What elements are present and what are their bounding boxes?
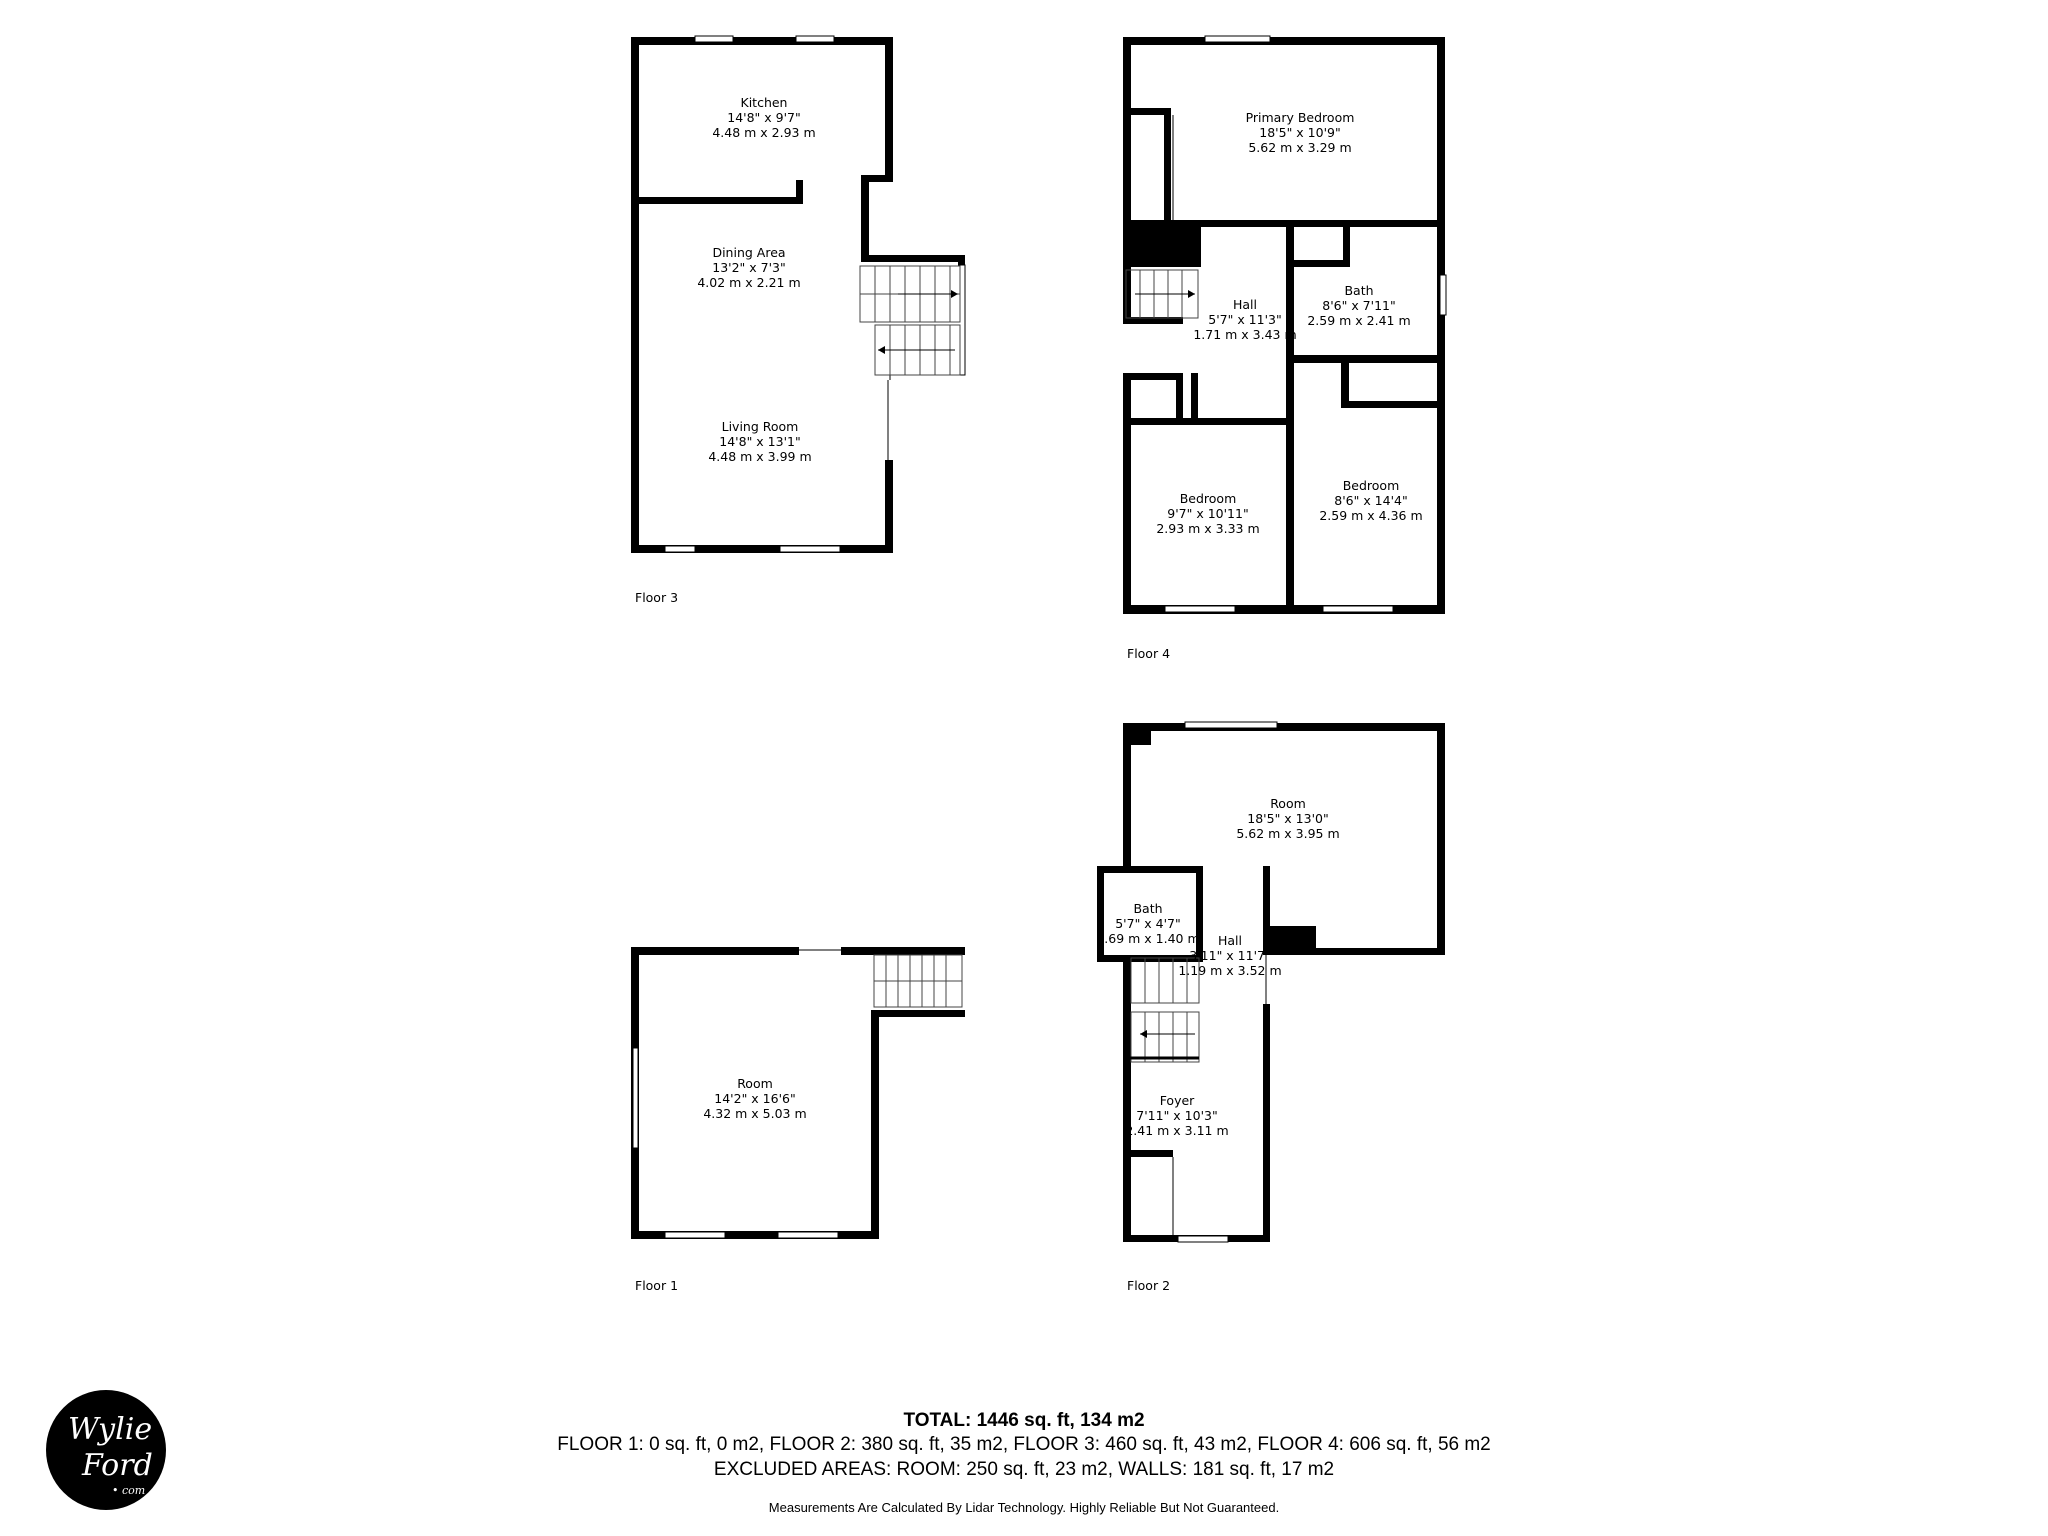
room-imperial: 7'11" x 10'3" xyxy=(1136,1108,1218,1123)
room-label-f3-kitchen xyxy=(712,95,815,140)
room-metric: 2.93 m x 3.33 m xyxy=(1156,521,1260,536)
room-name: Bath xyxy=(1133,901,1163,916)
floor-4-label: Floor 4 xyxy=(1127,646,1171,661)
room-label-f2-foyer xyxy=(1125,1093,1228,1138)
room-metric: 4.32 m x 5.03 m xyxy=(703,1106,807,1121)
room-metric: 1.19 m x 3.52 m xyxy=(1178,963,1282,978)
room-label-f4-bedroom-b xyxy=(1319,478,1422,523)
room-metric: 2.41 m x 3.11 m xyxy=(1125,1123,1229,1138)
room-name: Hall xyxy=(1217,933,1243,948)
room-label-f2-bath xyxy=(1096,901,1199,946)
room-imperial: 13'2" x 7'3" xyxy=(712,260,786,275)
room-label-f3-living xyxy=(708,419,811,464)
room-metric: 2.59 m x 4.36 m xyxy=(1319,508,1423,523)
room-imperial: 9'7" x 10'11" xyxy=(1167,506,1249,521)
room-label-f4-bath xyxy=(1307,283,1410,328)
room-label-f4-hall xyxy=(1193,297,1296,342)
room-imperial: 3'11" x 11'7" xyxy=(1189,948,1271,963)
room-name: Dining Area xyxy=(712,245,786,260)
room-imperial: 5'7" x 11'3" xyxy=(1208,312,1282,327)
room-metric: 4.02 m x 2.21 m xyxy=(697,275,801,290)
logo-text-line3: • com xyxy=(112,1484,146,1497)
floor-1-label: Floor 1 xyxy=(635,1278,679,1293)
room-metric: 1.71 m x 3.43 m xyxy=(1193,327,1297,342)
room-imperial: 14'8" x 9'7" xyxy=(727,110,801,125)
floor-2-label: Floor 2 xyxy=(1127,1278,1171,1293)
room-metric: 4.48 m x 3.99 m xyxy=(708,449,812,464)
room-metric: 1.69 m x 1.40 m xyxy=(1096,931,1200,946)
room-metric: 2.59 m x 2.41 m xyxy=(1307,313,1411,328)
room-name: Foyer xyxy=(1159,1093,1195,1108)
logo-text-line1: Wylie xyxy=(68,1412,153,1447)
room-label-f2-room xyxy=(1236,796,1339,841)
room-name: Room xyxy=(737,1076,773,1091)
room-name: Bedroom xyxy=(1179,491,1237,506)
room-metric: 5.62 m x 3.29 m xyxy=(1248,140,1352,155)
room-name: Hall xyxy=(1232,297,1258,312)
room-imperial: 8'6" x 14'4" xyxy=(1334,493,1408,508)
excluded-areas: EXCLUDED AREAS: ROOM: 250 sq. ft, 23 m2, WALLS: 181 sq. ft, 17 m2 xyxy=(713,1459,1335,1480)
room-name: Primary Bedroom xyxy=(1245,110,1355,125)
room-label-f3-dining xyxy=(697,245,800,290)
room-name: Bath xyxy=(1344,283,1374,298)
disclaimer: Measurements Are Calculated By Lidar Technology. Highly Reliable But Not Guaranteed. xyxy=(768,1500,1280,1515)
room-metric: 4.48 m x 2.93 m xyxy=(712,125,816,140)
room-name: Room xyxy=(1270,796,1306,811)
room-imperial: 8'6" x 7'11" xyxy=(1322,298,1396,313)
floor-1-plan xyxy=(631,947,965,1239)
floor-areas: FLOOR 1: 0 sq. ft, 0 m2, FLOOR 2: 380 sq. ft, 35 m2, FLOOR 3: 460 sq. ft, 43 m2, FLOOR 4: 606 sq. ft, 56 m2 xyxy=(557,1434,1491,1455)
room-label-f1-room xyxy=(703,1076,806,1121)
room-label-f4-primary xyxy=(1246,110,1355,155)
floor-3-label: Floor 3 xyxy=(635,590,679,605)
room-imperial: 18'5" x 10'9" xyxy=(1259,125,1341,140)
room-imperial: 18'5" x 13'0" xyxy=(1247,811,1329,826)
room-name: Bedroom xyxy=(1342,478,1400,493)
room-imperial: 14'8" x 13'1" xyxy=(719,434,801,449)
logo-text-line2: Ford xyxy=(82,1448,153,1483)
brand-logo xyxy=(46,1390,166,1510)
room-imperial: 5'7" x 4'7" xyxy=(1115,916,1181,931)
room-imperial: 14'2" x 16'6" xyxy=(714,1091,796,1106)
room-metric: 5.62 m x 3.95 m xyxy=(1236,826,1340,841)
total-area: TOTAL: 1446 sq. ft, 134 m2 xyxy=(903,1410,1145,1431)
room-name: Kitchen xyxy=(740,95,788,110)
room-label-f4-bedroom-a xyxy=(1156,491,1259,536)
room-name: Living Room xyxy=(721,419,799,434)
